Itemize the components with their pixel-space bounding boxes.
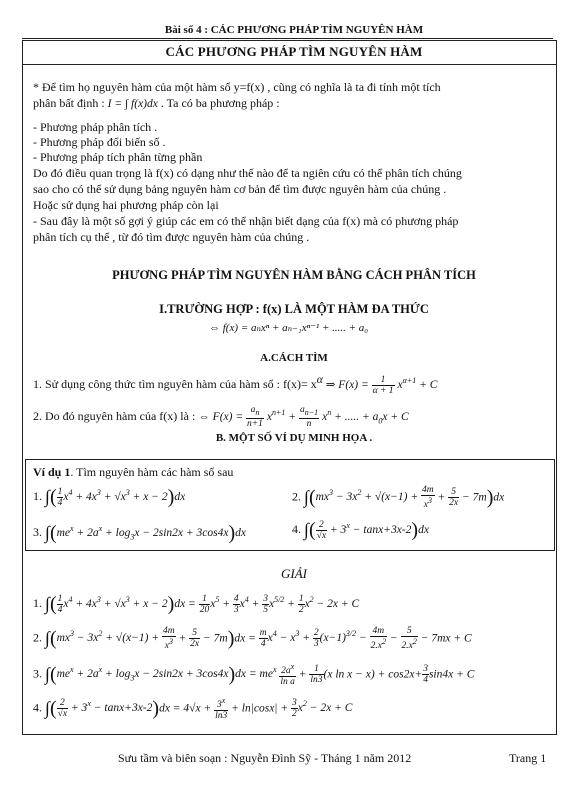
solution-item-4: 4. ∫( $\frac{2}{√x}$ + $3^x - \tan x+3x-2)dx = 4√x$ + $\frac{3^x}{\ln 3}$ + ln|cosx| + $\frac{3}{2}$ $x^2 - 2x + C$ xyxy=(33,696,353,722)
page-header: Bài số 4 : CÁC PHƯƠNG PHÁP TÌM NGUYÊN HÀM xyxy=(164,24,424,36)
para2-line-1: - Sau đây là một số gợi ý giúp các em có thể nhận biết dạng của f(x) mà có phương pháp xyxy=(33,214,459,228)
method-bullet-2: - Phương pháp đổi biến số . xyxy=(33,135,166,149)
solution-item-1: 1. ∫( $\frac{1}{4}$ $x^4 + 4x^3 + √x^3 + x - 2)dx$ = $\frac{1}{20}$ $x^5$ + $\frac{4}{3}$ $x^4$ + $\frac{3}{5}$ $x^{5/2}$ + $\frac{1}{2}$ $x^2 - 2x + C$ xyxy=(33,593,360,616)
polynomial-formula: ⇔ f(x) = aₙxⁿ + aₙ₋₁xⁿ⁻¹ + ..... + a₀ xyxy=(209,322,369,334)
solution-title: GIẢI xyxy=(281,566,307,581)
example-label: Ví dụ 1 xyxy=(33,465,71,479)
example-item-2: 2. $\int(mx^3 - 3x^2 + √(x-1)$ + $\frac{4m}{x^3}$ + $\frac{5}{2x}$ − 7m)dx xyxy=(292,485,505,511)
intro-line-2-suffix: . Ta có ba phương pháp : xyxy=(160,96,280,110)
intro-line-1: * Để tìm họ nguyên hàm của một hàm số y=f(x) , cũng có nghĩa là ta đi tính một tích xyxy=(33,80,441,94)
method-bullet-3: - Phương pháp tích phân từng phần xyxy=(33,150,203,164)
example-header xyxy=(33,465,233,480)
document-title: CÁC PHƯƠNG PHÁP TÌM NGUYÊN HÀM xyxy=(165,44,423,59)
example-item-1: 1. ∫( $\frac{1}{4}$ $x^4 + 4x^3 + √x^3 + x - 2)dx$ xyxy=(33,486,186,509)
solution-item-3: 3. $\int(me^x + 2a^x + \log_3x - 2\sin 2x + 3\cos 4x)dx = me^x$ $\frac{2a^x}{\text{ln a}}$ + $\frac{1}{\ln 3}$ (x ln x − x) + cos2x+ $\frac{3}{4}$ sin4x + C xyxy=(33,662,475,688)
power-rule-fraction: $\frac{1}{\alpha + 1}$ xyxy=(372,374,394,396)
example-item-4: 4. ∫( $\frac{2}{√x}$ + $3^x - \tan x+3x-2)dx$ xyxy=(292,519,429,542)
step-1: 1. Sử dụng công thức tìm nguyên hàm của hàm số : $f(x)= x^\alpha$ ⇒ F(x) = $\frac{1}{\alpha + 1}$ $x^{\alpha+1} + C$ xyxy=(33,374,438,396)
case-title: I.TRƯỜNG HỢP : f(x) LÀ MỘT HÀM ĐA THỨC xyxy=(159,302,429,316)
para1-line-3: Hoặc sử dụng hai phương pháp còn lại xyxy=(33,198,219,212)
para1-line-2: sao cho có thể sử dụng bảng nguyên hàm cơ bản để tìm được nguyên hàm của chúng . xyxy=(33,182,447,196)
step-1-text: 1. Sử dụng công thức tìm nguyên hàm của hàm số : f(x)= x xyxy=(33,377,317,391)
method-subtitle-a: A.CÁCH TÌM xyxy=(260,352,328,364)
intro-line-2 xyxy=(33,96,280,112)
example-item-3: 3. $\int(me^x + 2a^x + \log_3x - 2\sin 2x + 3\cos 4x)dx$ xyxy=(33,522,247,545)
para2-line-2: phân tích cụ thể , từ đó tìm được nguyên hàm của chúng . xyxy=(33,230,310,244)
para1-line-1: Do đó điều quan trọng là f(x) có dạng như thế nào để ta ngiên cứu có thể phân tích chúng xyxy=(33,166,462,180)
step-2-text: 2. Do đó nguyên hàm của f(x) là : xyxy=(33,408,196,423)
title-underline xyxy=(22,64,557,65)
section-title: PHƯƠNG PHÁP TÌM NGUYÊN HÀM BẰNG CÁCH PHÂN TÍCH xyxy=(112,268,476,282)
intro-line-2-prefix: phân bất định : xyxy=(33,96,105,110)
indefinite-integral-formula: I = ∫ f(x)dx xyxy=(107,98,158,110)
header-rule xyxy=(22,38,553,39)
example-instruction: . Tìm nguyên hàm các hàm số sau xyxy=(70,465,234,479)
page-number: Trang 1 xyxy=(509,751,547,765)
method-subtitle-b: B. MỘT SỐ VÍ DỤ MINH HỌA . xyxy=(215,432,373,444)
footer-credit: Sưu tầm và biên soạn : Nguyễn Đình Sỹ - Tháng 1 năm 2012 xyxy=(118,751,412,765)
method-bullet-1: - Phương pháp phân tích . xyxy=(33,120,158,134)
step-2: 2. Do đó nguyên hàm của f(x) là : ⇔ F(x) = $\frac{a_n}{n+1}$ $x^{n+1}$ + $\frac{a_{n-1}}{n}$ $x^n$ + ..... + $a_0x + C$ xyxy=(33,405,409,430)
solution-item-2: 2. $\int(mx^3 - 3x^2 + √(x-1)$ + $\frac{4m}{x^3}$ + $\frac{5}{2x}$ − 7m)dx = $\frac{m}{4}$ $x^4 - x^3$ + $\frac{2}{3}$ $(x-1)^{3/2}$ − $\frac{4m}{2.x^2}$ − $\frac{5}{2.x^2}$ − 7mx + C xyxy=(33,626,472,652)
